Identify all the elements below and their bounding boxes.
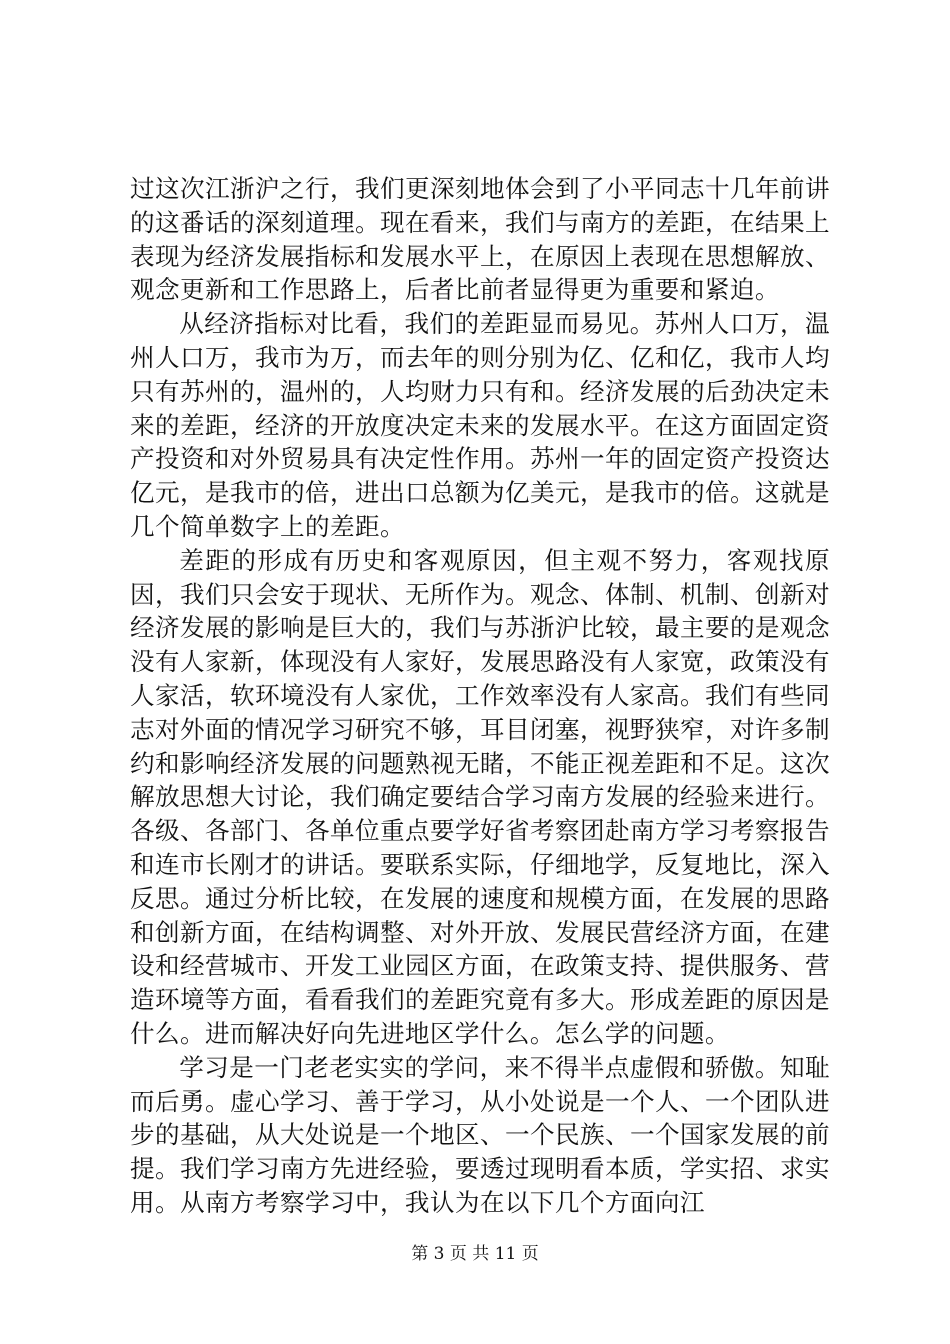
paragraph-4: 学习是一门老老实实的学问，来不得半点虚假和骄傲。知耻而后勇。虚心学习、善于学习，从小处说是一个人、一个团队进步的基础，从大处说是一个地区、一个民族、一个国家发展的前提。我们学习南方先进经验，要透过现明看本质，学实招、求实用。从南方考察学习中，我认为在以下几个方面向江 [130, 1052, 830, 1217]
document-body [130, 172, 830, 1220]
paragraph-1: 过这次江浙沪之行，我们更深刻地体会到了小平同志十几年前讲的这番话的深刻道理。现在看来，我们与南方的差距，在结果上表现为经济发展指标和发展水平上，在原因上表现在思想解放、观念更新和工作思路上，后者比前者显得更为重要和紧迫。 [130, 174, 830, 305]
paragraph-3: 差距的形成有历史和客观原因，但主观不努力，客观找原因，我们只会安于现状、无所作为。观念、体制、机制、创新对经济发展的影响是巨大的，我们与苏浙沪比较，最主要的是观念没有人家新，体现没有人家好，发展思路没有人家宽，政策没有人家活，软环境没有人家优，工作效率没有人家高。我们有些同志对外面的情况学习研究不够，耳目闭塞，视野狭窄，对许多制约和影响经济发展的问题熟视无睹，不能正视差距和不足。这次解放思想大讨论，我们确定要结合学习南方发展的经验来进行。各级、各部门、各单位重点要学好省考察团赴南方学习考察报告和连市长刚才的讲话。要联系实际，仔细地学，反复地比，深入反思。通过分析比较，在发展的速度和规模方面，在发展的思路和创新方面，在结构调整、对外开放、发展民营经济方面，在建设和经营城市、开发工业园区方面，在政策支持、提供服务、营造环境等方面，看看我们的差距究竟有多大。形成差距的原因是什么。进而解决好向先进地区学什么。怎么学的问题。 [130, 545, 830, 1048]
paragraph-2: 从经济指标对比看，我们的差距显而易见。苏州人口万，温州人口万，我市为万，而去年的则分别为亿、亿和亿，我市人均只有苏州的，温州的，人均财力只有和。经济发展的后劲决定未来的差距，经济的开放度决定未来的发展水平。在这方面固定资产投资和对外贸易具有决定性作用。苏州一年的固定资产投资达亿元，是我市的倍，进出口总额为亿美元，是我市的倍。这就是几个简单数字上的差距。 [130, 309, 830, 541]
page-number-footer: 第 3 页 共 11 页 [411, 1244, 539, 1264]
